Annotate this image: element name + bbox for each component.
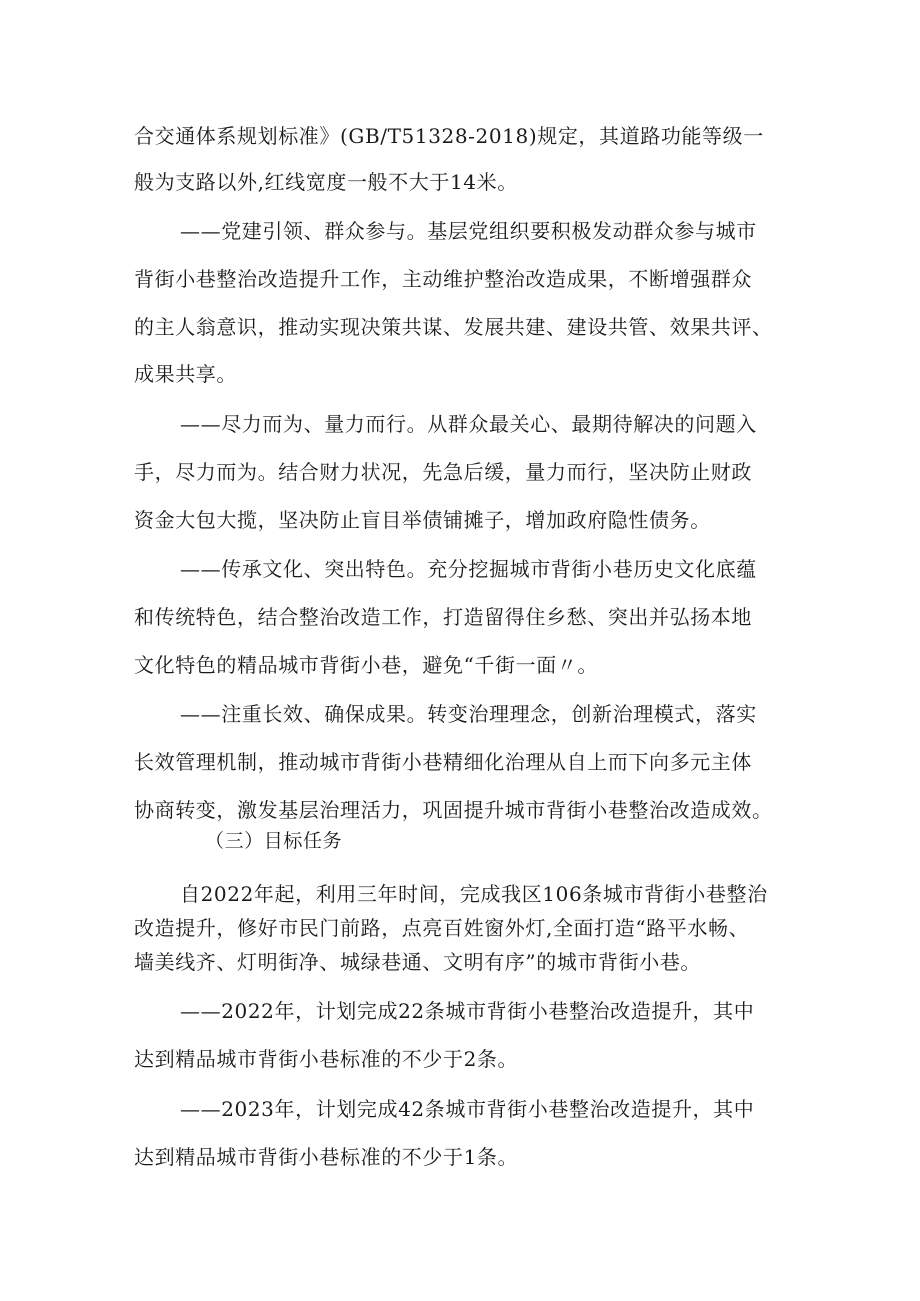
text-line: 达到精品城市背街小巷标准的不少于1条。 (134, 1145, 519, 1169)
text-line: 文化特色的精品城市背街小巷，避免“千街一面〃。 (134, 653, 599, 677)
text-line: 协商转变，激发基层治理活力，巩固提升城市背街小巷整治改造成效。 (134, 798, 773, 822)
text-line: 自2022年起，利用三年时间，完成我区106条城市背街小巷整治 (180, 882, 768, 906)
text-line: 资金大包大揽，坚决防止盲目举债铺摊子，增加政府隐性债务。 (134, 508, 711, 532)
text-line: ——传承文化、突出特色。充分挖掘城市背街小巷历史文化底蕴 (180, 557, 757, 581)
text-line: 背街小巷整治改造提升工作，主动维护整治改造成果，不断增强群众 (134, 267, 752, 291)
text-line: 成果共享。 (134, 362, 237, 386)
text-line: 的主人翁意识，推动实现决策共谋、发展共建、建设共管、效果共评、 (134, 315, 773, 339)
text-line: 长效管理机制，推动城市背街小巷精细化治理从自上而下向多元主体 (134, 750, 752, 774)
text-line: ——党建引领、群众参与。基层党组织要积极发动群众参与城市 (180, 219, 757, 243)
text-line: ——尽力而为、量力而行。从群众最关心、最期待解决的问题入 (180, 412, 757, 436)
text-line: 合交通体系规划标准》(GB/T51328-2018)规定，其道路功能等级一 (134, 124, 764, 148)
text-line: ——2023年，计划完成42条城市背街小巷整治改造提升，其中 (180, 1097, 755, 1121)
text-line: 手，尽力而为。结合财力状况，先急后缓，量力而行，坚决防止财政 (134, 460, 752, 484)
text-line: 达到精品城市背街小巷标准的不少于2条。 (134, 1047, 519, 1071)
text-line: 和传统特色，结合整治改造工作，打造留得住乡愁、突出并弘扬本地 (134, 605, 752, 629)
text-line: 改造提升，修好市民门前路，点亮百姓窗外灯,全面打造“路平水畅、 (134, 916, 750, 940)
text-line: ——2022年，计划完成22条城市背街小巷整治改造提升，其中 (180, 999, 755, 1023)
section-heading: （三）目标任务 (205, 830, 343, 852)
text-line: 般为支路以外,红线宽度一般不大于14米。 (134, 170, 518, 194)
text-line: 墙美线齐、灯明街净、城绿巷通、文明有序”的城市背街小巷。 (134, 950, 702, 974)
text-line: ——注重长效、确保成果。转变治理理念，创新治理模式，落实 (180, 702, 757, 726)
